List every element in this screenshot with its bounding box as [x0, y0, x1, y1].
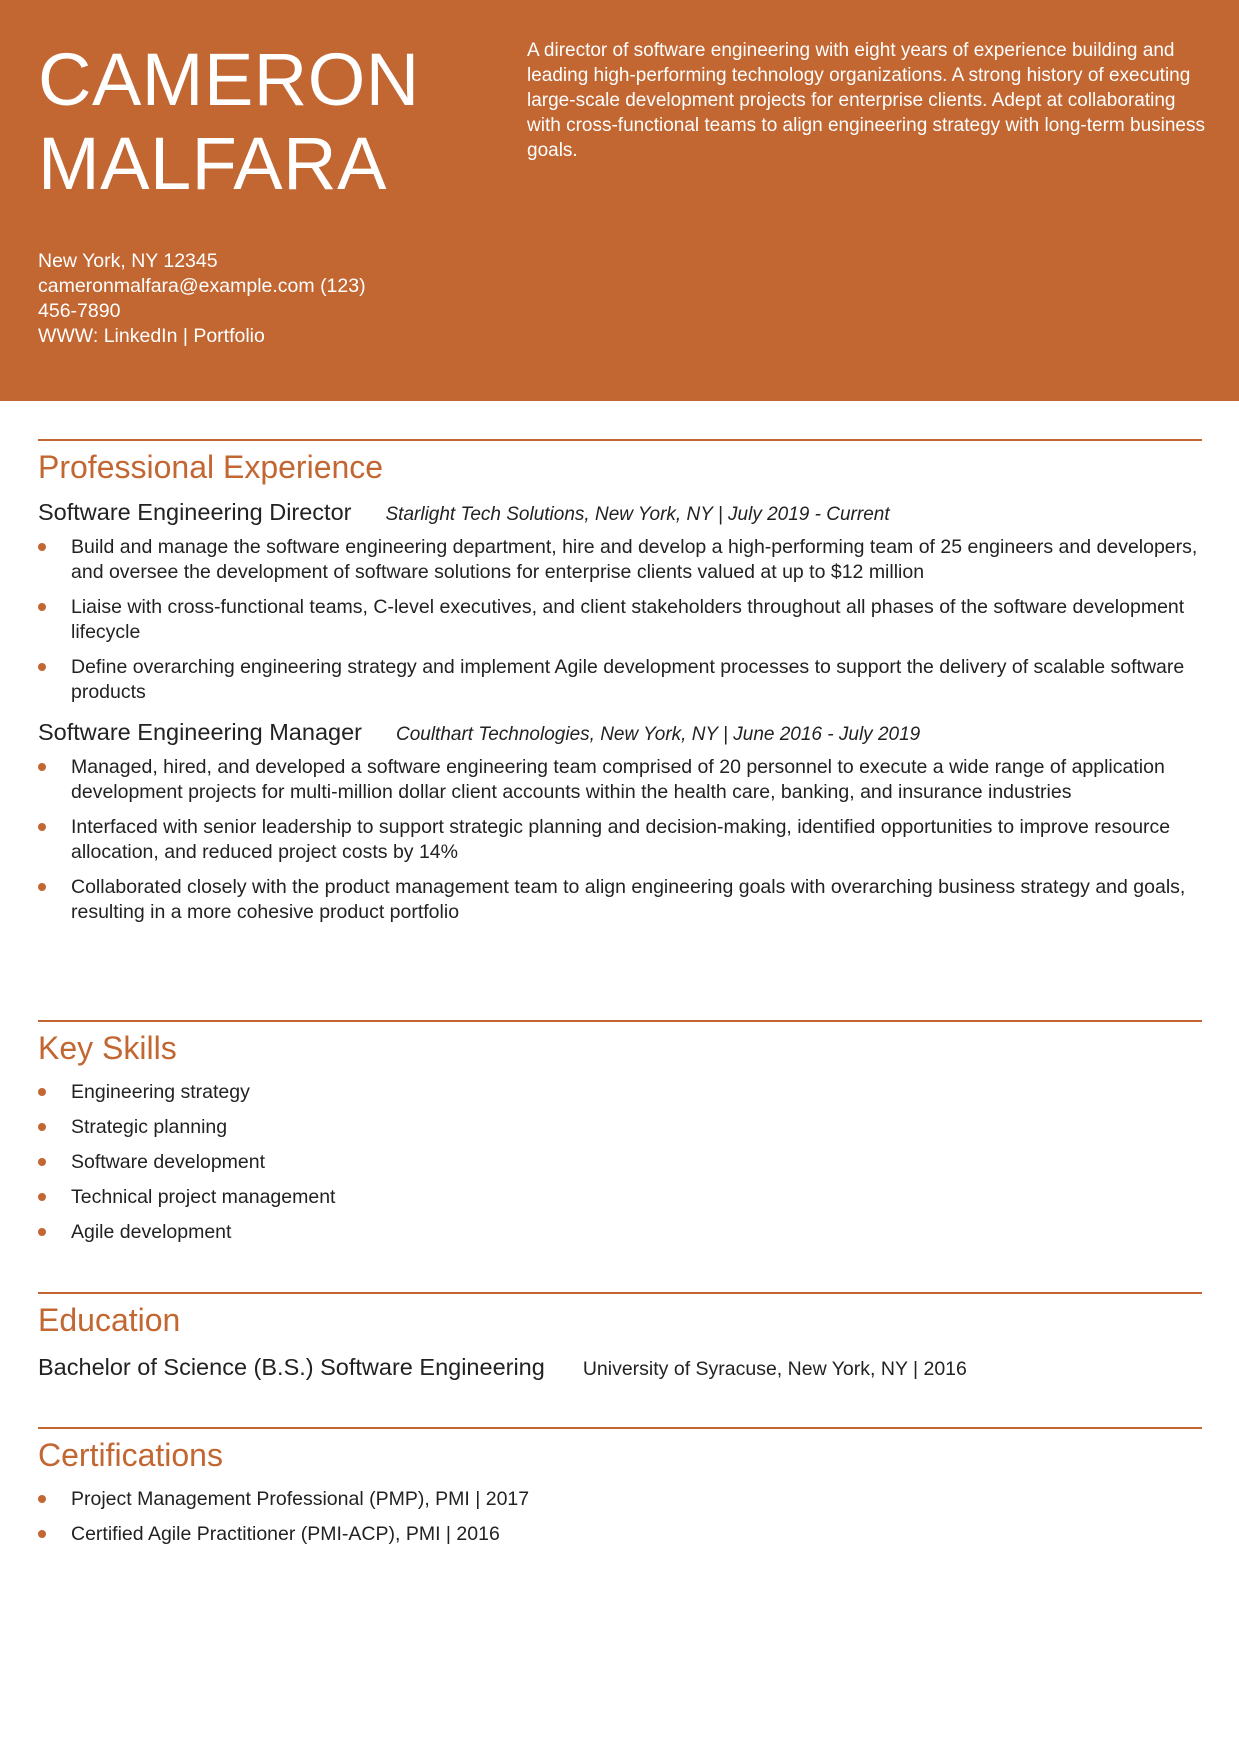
contact-address: New York, NY 12345: [38, 250, 218, 272]
skill-text: Software development: [71, 1151, 266, 1173]
bullet-icon: [38, 823, 46, 831]
job-company-location-dates: Starlight Tech Solutions, New York, NY | July 2019 - Current: [385, 504, 890, 525]
bullet-icon: [38, 1193, 46, 1201]
bullet-text: Managed, hired, and developed a software engineering team comprised of 20 personnel to execute a wide range of application development projects for multi-million dollar client accounts within the health care, banking, and insurance industries: [71, 756, 1165, 803]
section-divider: [38, 1020, 1202, 1022]
contact-email-phone: cameronmalfara@example.com (123): [38, 275, 366, 297]
bullet-text: Collaborated closely with the product management team to align engineering goals with overarching business strategy and goals, resulting in a more cohesive product portfolio: [71, 876, 1186, 923]
job-header: [38, 719, 1202, 746]
contact-block: [38, 249, 438, 349]
list-item: [38, 1522, 1202, 1547]
bullet-icon: [38, 1228, 46, 1236]
bullet-icon: [38, 1530, 46, 1538]
list-item: [38, 595, 1202, 645]
education-section: [38, 1292, 1202, 1381]
certification-text: Certified Agile Practitioner (PMI-ACP), PMI | 2016: [71, 1523, 500, 1545]
certifications-list: [38, 1487, 1202, 1547]
skill-text: Strategic planning: [71, 1116, 228, 1138]
degree-name: Bachelor of Science (B.S.) Software Engineering: [38, 1354, 545, 1380]
job-header: [38, 499, 1202, 526]
certification-text: Project Management Professional (PMP), PMI | 2017: [71, 1488, 530, 1510]
job-bullets: [38, 535, 1202, 705]
bullet-text: Define overarching engineering strategy and implement Agile development processes to support the delivery of scalable software products: [71, 656, 1185, 703]
bullet-text: Interfaced with senior leadership to support strategic planning and decision-making, identified opportunities to improve resource allocation, and reduced project costs by 14%: [71, 816, 1171, 863]
job-bullets: [38, 755, 1202, 925]
list-item: [38, 875, 1202, 925]
job-company-location-dates: Coulthart Technologies, New York, NY | June 2016 - July 2019: [395, 724, 921, 745]
bullet-icon: [38, 1123, 46, 1131]
certifications-section: [38, 1427, 1202, 1557]
skill-text: Agile development: [71, 1221, 232, 1243]
section-title-skills: Key Skills: [38, 1030, 177, 1066]
job-entry: [38, 499, 1202, 705]
experience-section: [38, 439, 1202, 935]
job-entry: [38, 719, 1202, 925]
section-title-education: Education: [38, 1302, 181, 1338]
section-divider: [38, 1292, 1202, 1294]
job-title: Software Engineering Manager: [38, 719, 362, 745]
candidate-name: [38, 38, 478, 206]
bullet-icon: [38, 1088, 46, 1096]
bullet-icon: [38, 763, 46, 771]
skill-text: Engineering strategy: [71, 1081, 250, 1103]
skills-list: [38, 1080, 1202, 1245]
list-item: [38, 1185, 1202, 1210]
professional-summary: A director of software engineering with eight years of experience building and leading high-performing technology organizations. A strong history of executing large-scale development projects for enterprise clients. Adept at collaborating with cross-functional teams to align engineering strategy with long-term business goals.: [527, 40, 1205, 161]
bullet-text: Liaise with cross-functional teams, C-level executives, and client stakeholders throughout all phases of the software development lifecycle: [71, 596, 1185, 643]
bullet-icon: [38, 603, 46, 611]
bullet-icon: [38, 883, 46, 891]
list-item: [38, 1080, 1202, 1105]
bullet-text: Build and manage the software engineering department, hire and develop a high-performing team of 25 engineers and developers, and oversee the development of software solutions for enterprise clients valued at up to $12 million: [71, 536, 1198, 583]
education-entry: [38, 1354, 1202, 1381]
skill-text: Technical project management: [71, 1186, 336, 1208]
name-first-line: CAMERON: [38, 38, 420, 121]
section-title-certifications: Certifications: [38, 1437, 223, 1473]
list-item: [38, 1487, 1202, 1512]
list-item: [38, 1115, 1202, 1140]
section-title-experience: Professional Experience: [38, 449, 384, 485]
bullet-icon: [38, 543, 46, 551]
contact-web-links: WWW: LinkedIn | Portfolio: [38, 325, 265, 347]
section-divider: [38, 1427, 1202, 1429]
bullet-icon: [38, 1158, 46, 1166]
list-item: [38, 755, 1202, 805]
contact-phone-continued: 456-7890: [38, 300, 121, 322]
job-title: Software Engineering Director: [38, 499, 352, 525]
resume-header: [0, 0, 1239, 401]
bullet-icon: [38, 663, 46, 671]
skills-section: [38, 1020, 1202, 1255]
bullet-icon: [38, 1495, 46, 1503]
list-item: [38, 1150, 1202, 1175]
list-item: [38, 655, 1202, 705]
name-last-line: MALFARA: [38, 122, 387, 205]
section-divider: [38, 439, 1202, 441]
school-location-year: University of Syracuse, New York, NY | 2016: [582, 1358, 967, 1380]
list-item: [38, 1220, 1202, 1245]
list-item: [38, 535, 1202, 585]
list-item: [38, 815, 1202, 865]
